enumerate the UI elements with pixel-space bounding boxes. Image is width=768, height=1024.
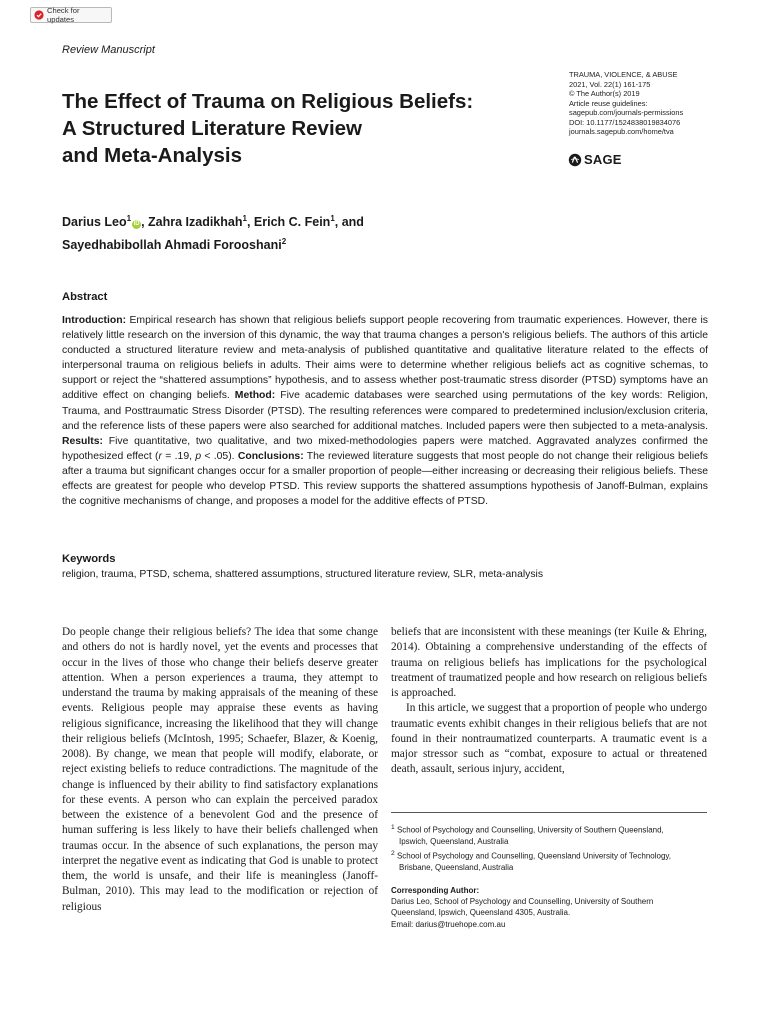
abstract-conclusions-label: Conclusions:	[237, 450, 304, 462]
body-column-right	[391, 625, 707, 778]
author-list: Darius Leo$^1$iD , Zahra Izadikhah$^1$, Erich C. Fein$^1$, and Sayedhabibollah Ahmadi Forooshani$^2$	[62, 214, 364, 253]
abstract-method-text: Five academic databases were searched using permutations of the key words: Religion, Trauma, and Posttraumatic Stress Disorder (PTSD). The resulting references were compared to predetermined inclusion/exclusion criteria, and the reference lists of these papers were also searched for additional matches. Included papers were then subjected to a meta-analysis.	[62, 390, 708, 432]
corresponding-author	[391, 885, 709, 930]
affiliation-sup: 2	[391, 850, 395, 858]
journal-info	[569, 70, 683, 137]
author-name: Erich C. Fein	[253, 215, 331, 230]
author-conjunction: and	[341, 215, 364, 230]
author-affiliation-sup: 1	[330, 214, 335, 223]
author-affiliation-sup: 1	[126, 214, 132, 223]
body-paragraph: Do people change their religious beliefs? The idea that some change and others do not is hardly novel, yet the events and processes that occur in the lives of those who change their beliefs deserve greater attention. When a person experiences a trauma, they attempt to understand the trauma by making appraisals of the meaning of these events. Religious people may appraise these events as having religious significance, increasing the likelihood that they will change their religious beliefs (McIntosh, 1995; Schaefer, Blazer, & Koenig, 2008). By change, we mean that people will modify, elaborate, or reject existing beliefs to reduce contradictions. The magnitude of the change is influenced by their ability to find satisfactory explanations for these events. A person who can explain the perceived paradox between the existence of a benevolent God and the presence of human suffering is less likely to have their beliefs challenged when traumas occur. In the absence of such explanations, the person may interpret the negative event as indicating that God is unable to protect them, the world is unsafe, and their life is meaningless (Janoff-Bulman, 2010). This may lead to the modification or rejection of religious	[62, 626, 378, 913]
journal-copyright: © The Author(s) 2019	[569, 89, 640, 98]
keywords-heading: Keywords	[62, 553, 116, 565]
title-line-2: A Structured Literature Review	[62, 117, 362, 140]
body-paragraph: In this article, we suggest that a proportion of people who undergo traumatic events exhibit changes in their religious beliefs that are not found in their nontraumatized counterparts. A traumatic event is a major stressor such as “combat, exposure to actual or threatened death, assault, serious injury, accident,	[391, 702, 707, 776]
body-paragraph: beliefs that are inconsistent with these meanings (ter Kuile & Ehring, 2014). Obtaining a comprehensive understanding of the effects of trauma on religious beliefs has implications for the psychological treatment of traumatized people and how research on religious beliefs is approached.	[391, 626, 707, 699]
abstract-results-label: Results:	[62, 435, 103, 447]
journal-volume: 2021, Vol. 22(1) 161-175	[569, 79, 651, 89]
journal-doi[interactable]: DOI: 10.1177/1524838019834076	[569, 117, 681, 127]
journal-permissions-link[interactable]: sagepub.com/journals-permissions	[569, 108, 684, 117]
abstract-heading: Abstract	[62, 291, 108, 303]
body-column-left	[62, 625, 378, 915]
affiliation-line: Brisbane, Queensland, Australia	[399, 862, 514, 872]
affiliation-line: School of Psychology and Counselling, Queensland University of Technology,	[396, 851, 672, 861]
author-affiliation-sup: 1	[242, 214, 247, 223]
affiliation-line: Ipswich, Queensland, Australia	[399, 836, 509, 846]
check-for-updates-label: Check for updates	[47, 6, 80, 24]
abstract-p-symbol: p	[195, 450, 202, 462]
author-affiliation-sup: 2	[281, 237, 287, 247]
publisher-logo	[568, 152, 622, 167]
author-name: Darius Leo	[62, 215, 127, 230]
orcid-icon[interactable]: iD	[133, 221, 140, 228]
author-name: Sayedhabibollah Ahmadi Forooshani	[62, 238, 282, 253]
affiliation-sup: 1	[391, 824, 395, 831]
affiliation-item	[391, 822, 709, 847]
abstract-method-label: Method:	[234, 390, 276, 402]
journal-name: TRAUMA, VIOLENCE, & ABUSE	[569, 70, 678, 79]
abstract-p-value: < .05).	[201, 450, 238, 462]
abstract-intro-text: Empirical research has shown that religious beliefs support people recovering from traumatic experiences. However, there is relatively little research on the inversion of this dynamic, the way that trauma changes a person's religious beliefs. The authors of this article conducted a structured literature review and meta-analysis of published quantitative and qualitative literature related to the effects of interpersonal trauma on religious beliefs in adults. Their aims were to determine whether religious beliefs act as cognitive schemas, to support or reject the “shattered assumptions” hypothesis, and to assess whether post-traumatic stress disorder (PTSD) symptoms have an additive effect on changing beliefs.	[62, 315, 708, 402]
abstract-r-symbol: r	[158, 450, 162, 462]
check-for-updates-button[interactable]	[30, 7, 112, 23]
article-type-label: Review Manuscript	[62, 44, 155, 56]
abstract-body	[62, 313, 708, 509]
article-title	[62, 88, 532, 169]
abstract-results-text: Five quantitative, two qualitative, and two mixed-methodologies papers were matched. Aggravated analyzes confirmed the hypothesized effect (	[62, 435, 708, 462]
corresponding-author-line: Darius Leo, School of Psychology and Counselling, University of Southern	[391, 897, 654, 907]
crossmark-icon	[34, 10, 44, 20]
affiliation-line: School of Psychology and Counselling, University of Southern Queensland,	[396, 825, 664, 835]
title-line-1: The Effect of Trauma on Religious Beliefs:	[62, 90, 474, 113]
keywords-list: religion, trauma, PTSD, schema, shattered assumptions, structured literature review, SLR, meta-analysis	[62, 569, 544, 580]
abstract-intro-label: Introduction:	[62, 315, 127, 326]
footnote-divider	[391, 812, 707, 813]
affiliation-item	[391, 848, 709, 873]
affiliations	[391, 822, 709, 874]
abstract-r-value: = .19,	[162, 450, 196, 462]
sage-logo-icon	[568, 153, 582, 167]
corresponding-author-email[interactable]: Email: darius@truehope.com.au	[391, 919, 506, 929]
title-line-3: and Meta-Analysis	[62, 144, 242, 167]
author-name: Zahra Izadikhah	[148, 215, 243, 230]
journal-reuse-label: Article reuse guidelines:	[569, 98, 648, 108]
journal-home-link[interactable]: journals.sagepub.com/home/tva	[569, 127, 674, 136]
publisher-name: SAGE	[584, 152, 622, 167]
corresponding-author-label: Corresponding Author:	[391, 886, 480, 895]
abstract-conclusions-text: The reviewed literature suggests that most people do not change their religious beliefs after a trauma but significant changes occur for a smaller proportion of people—either increasing or decreasing their religious beliefs. These effects are greatest for people who develop PTSD. This review supports the shattered assumptions hypothesis of Janoff-Bulman, explains the cognitive mechanisms of change, and proposes a model for the additive effects of PTSD.	[62, 450, 708, 508]
corresponding-author-line: Queensland, Ipswich, Queensland 4305, Australia.	[391, 908, 571, 918]
